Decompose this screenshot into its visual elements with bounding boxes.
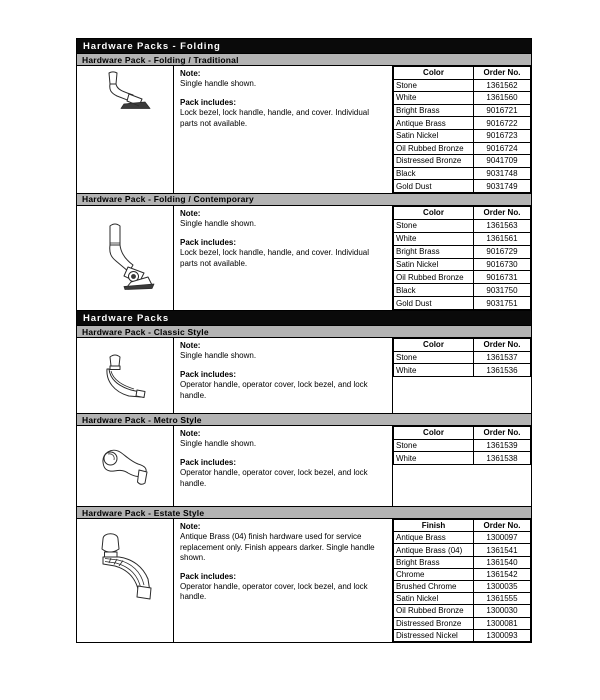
finish-name-cell: Black	[394, 284, 474, 297]
section-classic-style	[76, 337, 532, 414]
handle-image-cell	[77, 519, 174, 642]
order-table	[393, 206, 531, 310]
order-table-row	[394, 297, 531, 310]
section-title: Hardware Pack - Folding / Traditional	[82, 54, 239, 65]
finish-name-cell: Bright Brass	[394, 245, 474, 258]
finish-name-cell: Stone	[394, 351, 474, 364]
order-table-header-row	[394, 520, 531, 532]
order-table-cell	[392, 66, 531, 193]
note-cell	[174, 426, 392, 506]
folding-contemporary-handle-icon	[93, 221, 157, 295]
order-table-row	[394, 258, 531, 271]
order-no-column-header: Order No.	[474, 67, 531, 80]
finish-name-cell: Oil Rubbed Bronze	[394, 142, 474, 155]
section-title: Hardware Pack - Estate Style	[82, 507, 205, 518]
group-header-packs	[76, 310, 532, 326]
order-no-column-header: Order No.	[474, 206, 531, 219]
pack-includes-text: Operator handle, operator cover, lock bezel, and lock handle.	[180, 380, 368, 400]
finish-name-cell: Antique Brass	[394, 117, 474, 130]
order-table-row	[394, 532, 531, 544]
order-table-header-row	[394, 206, 531, 219]
order-table-row	[394, 284, 531, 297]
pack-includes-label: Pack includes:	[180, 237, 237, 247]
note-text: Single handle shown.	[180, 439, 257, 449]
order-table-header-row	[394, 339, 531, 352]
finish-name-cell: Gold Dust	[394, 297, 474, 310]
order-number-cell: 1300097	[474, 532, 531, 544]
order-number-cell: 9041709	[474, 155, 531, 168]
finish-name-cell: Antique Brass	[394, 532, 474, 544]
finish-column-header: Finish	[394, 520, 474, 532]
order-table-row	[394, 129, 531, 142]
handle-image-cell	[77, 66, 174, 193]
note-text: Antique Brass (04) finish hardware used for service replacement only. Finish appears darker. Single handle shown.	[180, 532, 375, 563]
note-text: Single handle shown.	[180, 351, 257, 361]
order-number-cell: 9016731	[474, 271, 531, 284]
section-estate-style	[76, 518, 532, 643]
order-table-cell	[392, 206, 531, 310]
order-no-column-header: Order No.	[474, 427, 531, 440]
color-column-header: Color	[394, 427, 474, 440]
order-number-cell: 1361563	[474, 219, 531, 232]
finish-name-cell: Gold Dust	[394, 180, 474, 193]
finish-name-cell: Brushed Chrome	[394, 581, 474, 593]
handle-image-cell	[77, 206, 174, 310]
order-number-cell: 1361540	[474, 556, 531, 568]
estate-style-handle-icon	[91, 529, 159, 609]
finish-name-cell: White	[394, 232, 474, 245]
finish-name-cell: Stone	[394, 439, 474, 452]
order-table-row	[394, 271, 531, 284]
note-cell	[174, 338, 392, 413]
order-number-cell: 9031749	[474, 180, 531, 193]
order-number-cell: 1300035	[474, 581, 531, 593]
group-header-packs-label: Hardware Packs	[83, 312, 170, 324]
order-table-row	[394, 142, 531, 155]
order-table-header-row	[394, 427, 531, 440]
pack-includes-label: Pack includes:	[180, 457, 237, 467]
section-metro-style	[76, 425, 532, 507]
order-number-cell: 1361536	[474, 364, 531, 377]
finish-name-cell: Stone	[394, 219, 474, 232]
classic-style-handle-icon	[96, 350, 154, 402]
order-number-cell: 1361539	[474, 439, 531, 452]
group-header-folding-label: Hardware Packs - Folding	[83, 40, 221, 52]
order-table-row	[394, 232, 531, 245]
finish-name-cell: Satin Nickel	[394, 258, 474, 271]
order-number-cell: 1361538	[474, 452, 531, 465]
order-table-row	[394, 117, 531, 130]
pack-includes-text: Operator handle, operator cover, lock bezel, and lock handle.	[180, 468, 368, 488]
order-table-row	[394, 245, 531, 258]
order-no-column-header: Order No.	[474, 520, 531, 532]
order-table-row	[394, 104, 531, 117]
order-table	[393, 66, 531, 193]
order-table-row	[394, 605, 531, 617]
order-table	[393, 426, 531, 465]
note-label: Note:	[180, 341, 201, 351]
note-label: Note:	[180, 429, 201, 439]
finish-name-cell: Bright Brass	[394, 104, 474, 117]
order-table-row	[394, 452, 531, 465]
order-table-cell	[392, 338, 531, 413]
note-cell	[174, 206, 392, 310]
section-title: Hardware Pack - Classic Style	[82, 326, 209, 337]
order-table-header-row	[394, 67, 531, 80]
order-table-row	[394, 568, 531, 580]
finish-name-cell: Distressed Nickel	[394, 629, 474, 641]
order-table	[393, 519, 531, 642]
order-table-row	[394, 351, 531, 364]
order-number-cell: 9031748	[474, 167, 531, 180]
order-number-cell: 1361542	[474, 568, 531, 580]
finish-name-cell: Distressed Bronze	[394, 617, 474, 629]
order-number-cell: 9016724	[474, 142, 531, 155]
finish-name-cell: Antique Brass (04)	[394, 544, 474, 556]
color-column-header: Color	[394, 206, 474, 219]
order-table-row	[394, 364, 531, 377]
metro-style-handle-icon	[95, 444, 155, 488]
note-label: Note:	[180, 208, 201, 218]
catalog-page	[76, 38, 532, 643]
order-number-cell: 9016730	[474, 258, 531, 271]
order-number-cell: 1361555	[474, 593, 531, 605]
order-table-row	[394, 629, 531, 641]
order-table-row	[394, 219, 531, 232]
order-table-cell	[392, 519, 531, 642]
pack-includes-label: Pack includes:	[180, 97, 237, 107]
group-header-folding	[76, 38, 532, 54]
order-table-row	[394, 556, 531, 568]
handle-image-cell	[77, 426, 174, 506]
finish-name-cell: Satin Nickel	[394, 129, 474, 142]
note-label: Note:	[180, 522, 201, 532]
finish-name-cell: Oil Rubbed Bronze	[394, 271, 474, 284]
pack-includes-text: Lock bezel, lock handle, handle, and cover. Individual parts not available.	[180, 248, 370, 268]
finish-name-cell: Oil Rubbed Bronze	[394, 605, 474, 617]
finish-name-cell: Satin Nickel	[394, 593, 474, 605]
finish-name-cell: White	[394, 452, 474, 465]
order-number-cell: 1361562	[474, 79, 531, 92]
finish-name-cell: Stone	[394, 79, 474, 92]
pack-includes-text: Operator handle, operator cover, lock bezel, and lock handle.	[180, 582, 368, 602]
order-table-row	[394, 593, 531, 605]
finish-name-cell: Bright Brass	[394, 556, 474, 568]
order-table-cell	[392, 426, 531, 506]
order-table-row	[394, 155, 531, 168]
order-table-row	[394, 544, 531, 556]
order-number-cell: 9016723	[474, 129, 531, 142]
section-title: Hardware Pack - Metro Style	[82, 414, 202, 425]
section-folding-contemporary	[76, 205, 532, 311]
order-table-row	[394, 92, 531, 105]
note-label: Note:	[180, 69, 201, 78]
pack-includes-text: Lock bezel, lock handle, handle, and cover. Individual parts not available.	[180, 108, 370, 128]
order-table-row	[394, 79, 531, 92]
pack-includes-label: Pack includes:	[180, 369, 237, 379]
order-number-cell: 1361561	[474, 232, 531, 245]
order-table-row	[394, 439, 531, 452]
order-number-cell: 1300030	[474, 605, 531, 617]
color-column-header: Color	[394, 67, 474, 80]
order-table-row	[394, 180, 531, 193]
order-table	[393, 338, 531, 377]
order-table-row	[394, 167, 531, 180]
order-table-row	[394, 581, 531, 593]
finish-name-cell: White	[394, 92, 474, 105]
order-number-cell: 9016729	[474, 245, 531, 258]
note-cell	[174, 519, 392, 642]
color-column-header: Color	[394, 339, 474, 352]
order-number-cell: 9016722	[474, 117, 531, 130]
order-number-cell: 1361560	[474, 92, 531, 105]
order-no-column-header: Order No.	[474, 339, 531, 352]
order-table-row	[394, 617, 531, 629]
order-number-cell: 9031750	[474, 284, 531, 297]
note-text: Single handle shown.	[180, 219, 257, 229]
order-number-cell: 1300081	[474, 617, 531, 629]
finish-name-cell: White	[394, 364, 474, 377]
section-folding-traditional	[76, 65, 532, 194]
note-text: Single handle shown.	[180, 79, 257, 89]
order-number-cell: 9016721	[474, 104, 531, 117]
finish-name-cell: Black	[394, 167, 474, 180]
order-number-cell: 9031751	[474, 297, 531, 310]
section-title: Hardware Pack - Folding / Contemporary	[82, 194, 254, 205]
pack-includes-label: Pack includes:	[180, 571, 237, 581]
note-cell	[174, 66, 392, 193]
order-number-cell: 1300093	[474, 629, 531, 641]
finish-name-cell: Chrome	[394, 568, 474, 580]
order-number-cell: 1361537	[474, 351, 531, 364]
folding-traditional-handle-icon	[94, 70, 156, 114]
finish-name-cell: Distressed Bronze	[394, 155, 474, 168]
handle-image-cell	[77, 338, 174, 413]
order-number-cell: 1361541	[474, 544, 531, 556]
